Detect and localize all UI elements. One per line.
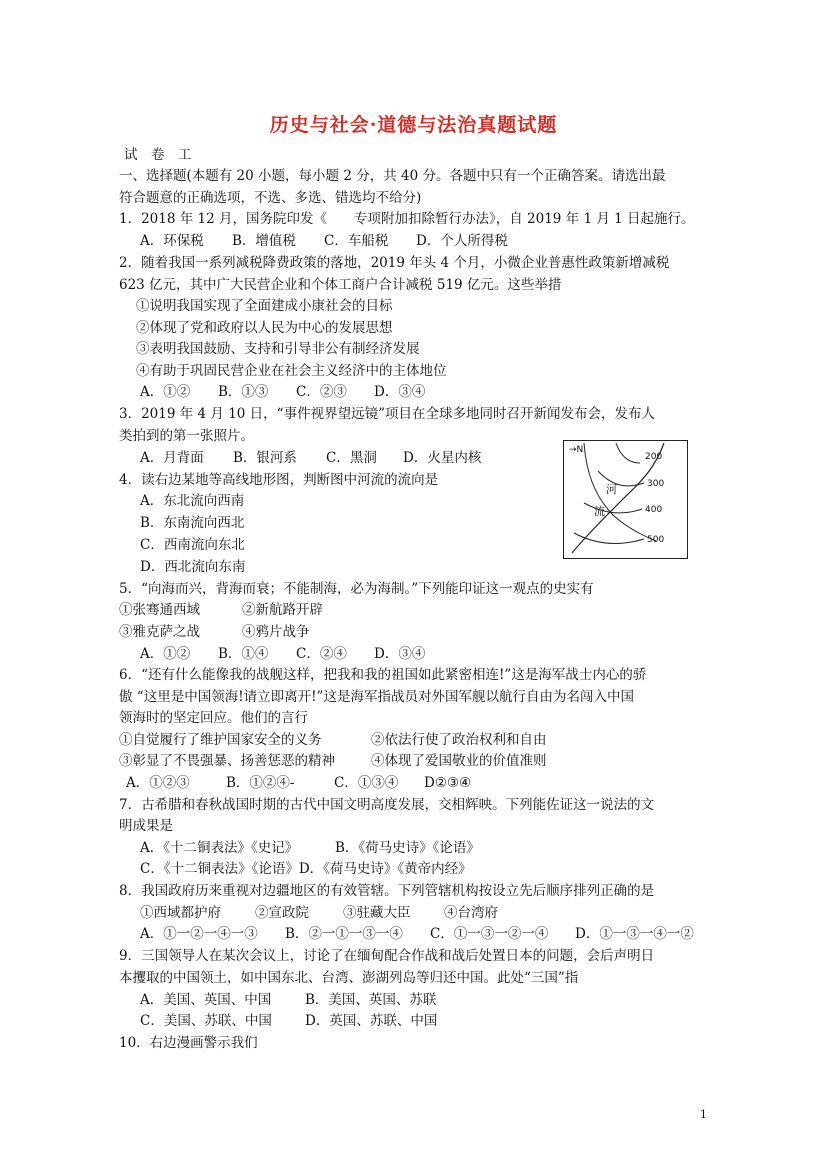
q6-item-2: ②依法行使了政治权利和自由 (371, 732, 547, 748)
q5-item-4: ④鸦片战争 (242, 624, 310, 640)
page-title: 历史与社会·道德与法治真题试题 (269, 114, 558, 136)
q3-options (140, 448, 481, 468)
q5-option-d[interactable]: D．③④ (374, 646, 426, 662)
q1-option-c[interactable]: C．车船税 (324, 233, 389, 249)
q6-stem-line-3: 领海时的坚定回应。他们的言行 (119, 710, 308, 726)
q3-stem-line-1: 3．2019 年 4 月 10 日，“事件视界望远镜”项目在全球多地同时召开新闻发布会，发布人 (119, 406, 655, 422)
q2-option-c[interactable]: C．②③ (296, 384, 347, 400)
section-label: 试 卷 工 (124, 147, 192, 163)
q4-option-c[interactable]: C．西南流向东北 (140, 537, 245, 553)
q9-stem-line-2: 本攫取的中国领土，如中国东北、台湾、澎湖列岛等归还中国。此处“三国”指 (119, 970, 579, 986)
q2-item-2: ②体现了党和政府以人民为中心的发展思想 (136, 320, 393, 336)
q6-stem-line-1: 6．“还有什么能像我的战舰这样，把我和我的祖国如此紧密相连!”这是海军战士内心的骄 (119, 667, 647, 683)
q8-option-b[interactable]: B．②一①一③一④ (285, 926, 403, 942)
q9-options-row-2 (140, 1011, 437, 1031)
q5-option-c[interactable]: C．②④ (296, 646, 347, 662)
q1-option-d[interactable]: D．个人所得税 (416, 233, 508, 249)
contour-label-300: 300 (647, 479, 665, 489)
q7-options-row-2[interactable]: C．《十二铜表法》《论语》D．《荷马史诗》《黄帝内经》 (140, 861, 472, 877)
q8-item-2: ②宣政院 (255, 905, 309, 921)
q5-item-1: ①张骞通西域 (119, 602, 200, 618)
contour-500 (574, 533, 644, 544)
q5-item-3: ③雅克萨之战 (119, 624, 200, 640)
q6-option-d[interactable]: D②③④ (424, 775, 472, 791)
q6-option-a[interactable]: A．①②③ (126, 775, 190, 791)
q2-option-d[interactable]: D．③④ (374, 384, 426, 400)
q9-option-c[interactable]: C．美国、苏联、中国 (140, 1013, 272, 1029)
river-label-2: 流 (594, 505, 605, 518)
contour-label-400: 400 (645, 505, 663, 515)
contour-200 (616, 443, 640, 463)
instructions-line-1: 一、选择题(本题有 20 小题，每小题 2 分，共 40 分。各题中只有一个正确答案。请选出最 (119, 168, 666, 184)
q3-stem-line-2: 类拍到的第一张照片。 (119, 428, 254, 444)
q2-item-3: ③表明我国鼓励、支持和引导非公有制经济发展 (136, 341, 420, 357)
q5-stem: 5．“向海而兴，背海而衰；不能制海，必为海制。”下列能印证这一观点的史实有 (119, 581, 594, 597)
q8-item-4: ④台湾府 (444, 905, 498, 921)
q7-stem-line-1: 7．古希腊和春秋战国时期的古代中国文明高度发展，交相辉映。下列能佐证这一说法的文 (119, 797, 655, 813)
q4-option-a[interactable]: A．东北流向西南 (140, 493, 245, 509)
q1-stem: 1．2018 年 12 月，国务院印发《 专项附加扣除暂行办法》，自 2019 年 1 月 1 日起施行。 (119, 211, 695, 227)
q5-items-row-2 (119, 622, 310, 642)
q6-items-row-2 (119, 751, 547, 771)
q6-item-3: ③彰显了不畏强暴、扬善惩恶的精神 (119, 753, 335, 769)
q5-options (140, 644, 425, 664)
q1-option-a[interactable]: A．环保税 (140, 233, 204, 249)
contour-label-500: 500 (647, 535, 665, 545)
q7-option-b[interactable]: B．《荷马史诗》《论语》 (335, 840, 480, 856)
q2-stem-line-1: 2．随着我国一系列减税降费政策的落地，2019 年头 4 个月，小微企业普惠性政策新增减税 (119, 255, 670, 271)
q6-item-4: ④体现了爱国敬业的价值准则 (371, 753, 547, 769)
q7-options-row-1 (140, 838, 480, 858)
river-label-1: 河 (606, 483, 617, 496)
north-arrow-label: →N (569, 445, 584, 455)
q2-item-4: ④有助于巩固民营企业在社会主义经济中的主体地位 (136, 363, 447, 379)
q9-option-b[interactable]: B．美国、英国、苏联 (305, 992, 437, 1008)
q2-option-a[interactable]: A．①② (140, 384, 191, 400)
q7-stem-line-2: 明成果是 (119, 818, 173, 834)
page-number: 1 (700, 1108, 707, 1121)
contour-400 (584, 503, 642, 513)
q6-option-c[interactable]: C．①③④ (334, 775, 399, 791)
q8-item-3: ③驻藏大臣 (343, 905, 411, 921)
q5-items-row-1 (119, 600, 323, 620)
q10-stem: 10．右边漫画警示我们 (119, 1035, 258, 1051)
q2-options (140, 382, 425, 402)
q8-item-1: ①西域都护府 (140, 905, 221, 921)
q8-stem: 8．我国政府历来重视对边疆地区的有效管辖。下列管辖机构按设立先后顺序排列正确的是 (119, 883, 655, 899)
q6-option-b[interactable]: B．①②④- (226, 775, 295, 791)
q4-option-b[interactable]: B．东南流向西北 (140, 515, 245, 531)
q1-options (140, 231, 508, 251)
q9-options-row-1 (140, 990, 436, 1010)
q8-items (140, 903, 498, 923)
contour-300 (598, 471, 644, 486)
q7-option-a[interactable]: A．《十二铜表法》《史记》 (140, 840, 299, 856)
q2-option-b[interactable]: B．①③ (218, 384, 269, 400)
contour-map (563, 440, 688, 559)
q5-item-2: ②新航路开辟 (242, 602, 323, 618)
q8-option-a[interactable]: A．①一②一④一③ (140, 926, 258, 942)
q3-option-a[interactable]: A．月背面 (140, 450, 204, 466)
q4-option-d[interactable]: D．西北流向东南 (140, 559, 246, 575)
q8-options (140, 924, 694, 944)
contour-map-svg (564, 441, 687, 558)
q1-option-b[interactable]: B．增值税 (232, 233, 296, 249)
q3-option-d[interactable]: D．火星内核 (403, 450, 482, 466)
q9-option-d[interactable]: D．英国、苏联、中国 (305, 1013, 438, 1029)
q6-item-1: ①自觉履行了维护国家安全的义务 (119, 732, 322, 748)
q5-option-b[interactable]: B．①④ (218, 646, 269, 662)
instructions-line-2: 符合题意的正确选项，不选、多选、错选均不给分) (119, 190, 422, 206)
contour-label-200: 200 (645, 452, 663, 462)
q4-stem: 4．读右边某地等高线地形图，判断图中河流的流向是 (119, 472, 439, 488)
q2-item-1: ①说明我国实现了全面建成小康社会的目标 (136, 298, 393, 314)
q8-option-d[interactable]: D．①一③一④一② (575, 926, 694, 942)
q6-stem-line-2: 傲 “这里是中国领海!请立即离开!”这是海军指战员对外国军舰以航行自由为名闯入中国 (119, 689, 634, 705)
q2-stem-line-2: 623 亿元，其中广大民营企业和个体工商户合计减税 519 亿元。这些举措 (119, 277, 562, 293)
q5-option-a[interactable]: A．①② (140, 646, 191, 662)
q9-stem-line-1: 9．三国领导人在某次会议上，讨论了在缅甸配合作战和战后处置日本的问题，会后声明日 (119, 948, 655, 964)
q9-option-a[interactable]: A．美国、英国、中国 (140, 992, 272, 1008)
q3-option-c[interactable]: C．黑洞 (326, 450, 377, 466)
q6-items-row-1 (119, 730, 547, 750)
q6-options (126, 773, 471, 793)
q8-option-c[interactable]: C．①一③一②一④ (430, 926, 549, 942)
q3-option-b[interactable]: B．银河系 (233, 450, 297, 466)
